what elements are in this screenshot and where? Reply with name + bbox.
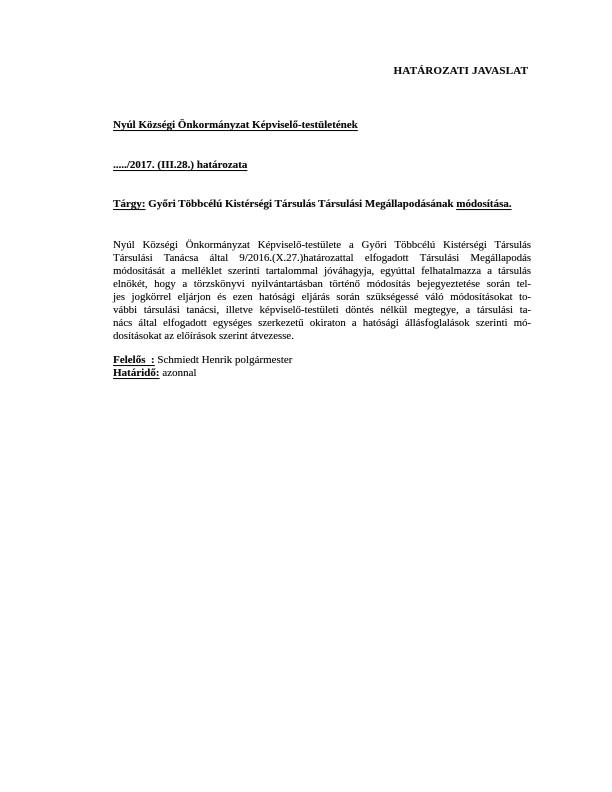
subject-emphasis: módosítása. xyxy=(456,198,512,210)
body-paragraph xyxy=(113,239,531,343)
responsible-value: Schmiedt Henrik polgármester xyxy=(154,354,293,366)
responsible-line xyxy=(113,354,292,367)
responsible-label: Felelős : xyxy=(113,354,155,366)
subject-label: Tárgy: xyxy=(113,198,146,210)
body-line: vábbi társulási tanácsi, illetve képviselő-testületi döntés nélkül megtegye, a társulási ta- xyxy=(113,304,531,316)
subject-line xyxy=(113,198,543,211)
resolution-number: ...../2017. (III.28.) határozata xyxy=(113,159,248,171)
deadline-label: Határidő: xyxy=(113,367,160,379)
body-line: Nyúl Községi Önkormányzat Képviselő-testülete a Győri Többcélú Kistérségi Társulás xyxy=(113,239,531,251)
body-line: jes jogkörrel eljárjon és ezen hatósági eljárás során szükségessé váló módosításokat to- xyxy=(113,291,531,303)
body-line: módosítását a melléklet szerinti tartalommal jóváhagyja, egyúttal felhatalmazza a társulás xyxy=(113,265,531,277)
meta-block xyxy=(113,354,292,380)
deadline-line xyxy=(113,367,292,380)
document-title: HATÁROZATI JAVASLAT xyxy=(393,65,528,77)
body-line: Társulási Tanácsa által 9/2016.(X.27.)határozattal elfogadott Társulási Megállapodás xyxy=(113,252,531,264)
body-line: elnökét, hogy a törzskönyvi nyilvántartásban történő módosítás bejegyeztetése során tel- xyxy=(113,278,531,290)
deadline-value: azonnal xyxy=(159,367,197,379)
subject-text: Győri Többcélú Kistérségi Társulás Társulási Megállapodásának xyxy=(145,198,457,210)
organization-heading: Nyúl Községi Önkormányzat Képviselő-testületének xyxy=(113,119,358,131)
body-line: dosításokat az előírások szerint átvezesse. xyxy=(113,330,294,342)
body-line: nács által elfogadott egységes szerkezetű okiraton a hatósági állásfoglalások szerinti mó- xyxy=(113,317,531,329)
